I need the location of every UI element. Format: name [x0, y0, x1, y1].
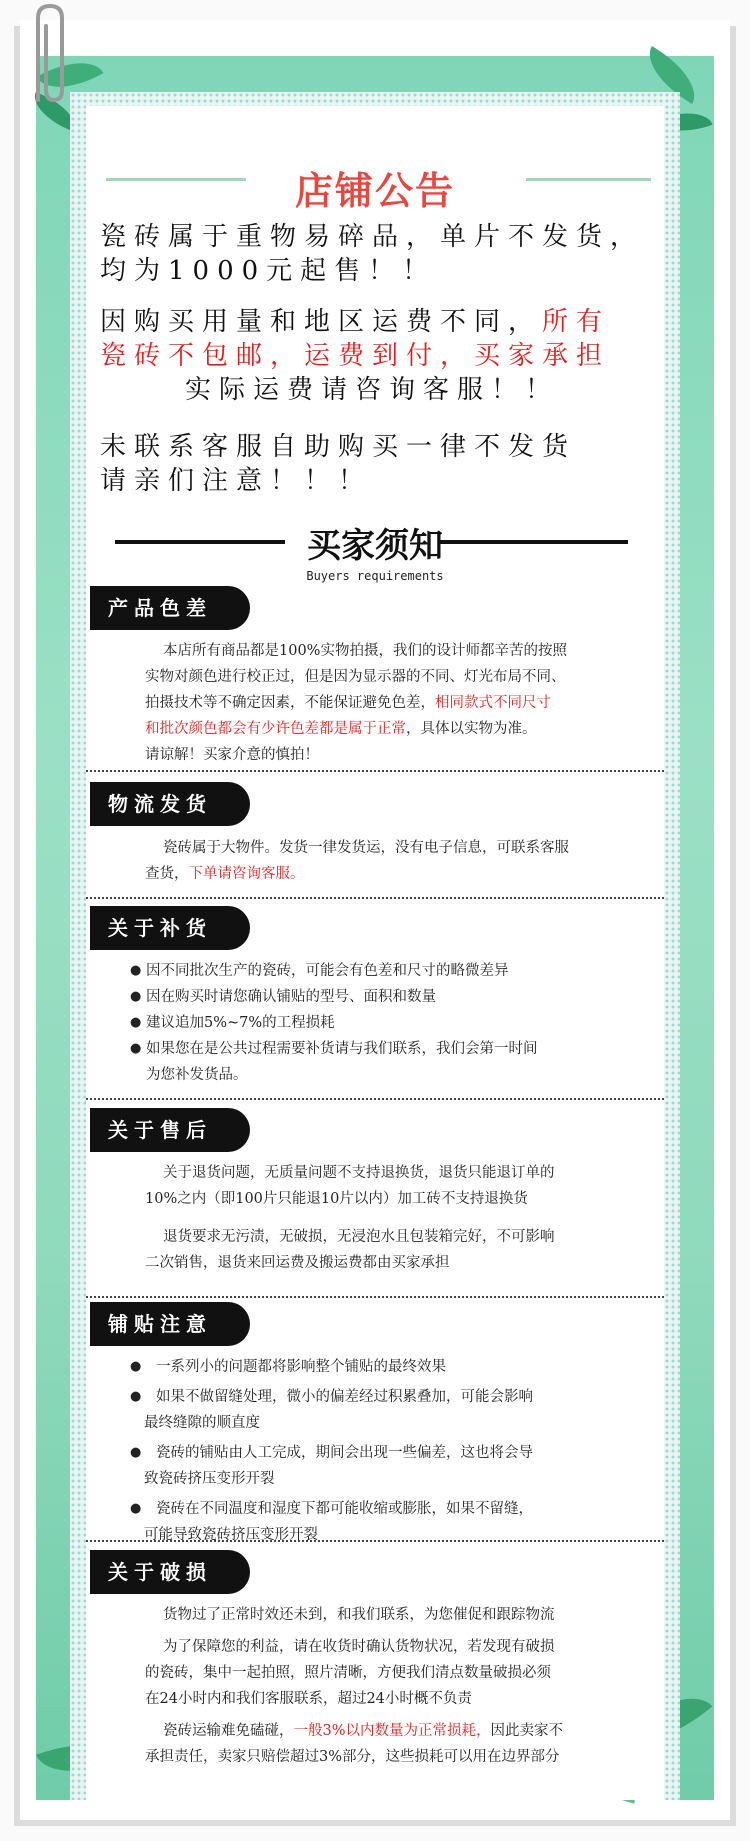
- aftersale-text: [145, 1160, 625, 1212]
- damage-line: 瓷砖运输难免磕碰，: [163, 1723, 294, 1739]
- section-divider: [86, 1098, 664, 1100]
- tiling-line: ● 一系列小的问题都将影响整个铺贴的最终效果: [156, 1359, 446, 1375]
- notice-highlight: 瓷砖不包邮，运费到付，买家承担: [100, 341, 611, 371]
- restock-continuation: 为您补发货品。: [146, 1067, 248, 1083]
- aftersale-line: 关于退货问题，无质量问题不支持退换货，退货只能退订单的: [163, 1165, 555, 1181]
- section-label-damage: 关于破损: [90, 1550, 250, 1594]
- color-highlight: 和批次颜色都会有少许色差都是属于正常: [145, 721, 406, 737]
- aftersale-red-line: 二次销售，退货来回运费及搬运费都由买家承担: [145, 1255, 450, 1271]
- section-label-shipping: 物流发货: [90, 782, 250, 826]
- damage-line: 货物过了正常时效还未到，和我们联系，为您催促和跟踪物流: [163, 1607, 555, 1623]
- section-label-tiling: 铺贴注意: [90, 1302, 250, 1346]
- list-item: ● 因在购买时请您确认铺贴的型号、面积和数量: [130, 984, 630, 1010]
- list-item: [130, 1440, 630, 1492]
- section-label-aftersale: 关于售后: [90, 1108, 250, 1152]
- color-line: ，具体以实物为准。: [406, 721, 537, 737]
- damage-line: 为了保障您的利益，请在收货时确认货物状况，若发现有破损: [163, 1639, 555, 1655]
- list-item: ● 因不同批次生产的瓷砖，可能会有色差和尺寸的略微差异: [130, 958, 630, 984]
- color-text: [145, 638, 625, 768]
- notice-line: 均为1000元起售！！: [100, 256, 437, 286]
- section-divider: [86, 1296, 664, 1298]
- notice-highlight: 所有: [542, 307, 611, 337]
- notice-line: 未联系客服自助购买一律不发货: [100, 432, 577, 462]
- notice-title-row: [86, 160, 664, 213]
- damage-text: [145, 1602, 625, 1770]
- notice-line: 实际运费请咨询客服！！: [185, 375, 560, 405]
- color-highlight: 相同款式不同尺寸: [435, 695, 551, 711]
- restock-list: [130, 958, 630, 1062]
- tiling-line: ● 瓷砖在不同温度和湿度下都可能收缩或膨胀，如果不留缝，: [156, 1501, 533, 1517]
- damage-highlight: 一般3%以内数量为正常损耗，: [293, 1723, 491, 1739]
- tiling-line: ● 瓷砖的铺贴由人工完成，期间会出现一些偏差，这也将会导: [156, 1445, 533, 1461]
- notice-line: 瓷砖属于重物易碎品，单片不发货，: [100, 222, 645, 252]
- list-item: [130, 1384, 630, 1436]
- aftersale-line: 10%之内（即100片只能退10片以内）加工砖不支持退换货: [145, 1191, 528, 1207]
- section-label-color: 产品色差: [90, 586, 250, 630]
- color-line: 本店所有商品都是100%实物拍摄，我们的设计师都辛苦的按照: [163, 643, 567, 659]
- tiling-line: 最终缝隙的顺直度: [144, 1415, 260, 1431]
- notice-title: 店铺公告: [294, 169, 455, 213]
- notice-line: 请亲们注意！！！: [100, 466, 373, 496]
- damage-line: 在24小时内和我们客服联系，超过24小时概不负责: [145, 1691, 472, 1707]
- tiling-line: 致瓷砖挤压变形开裂: [144, 1471, 275, 1487]
- shipping-highlight: 下单请咨询客服。: [188, 866, 305, 882]
- list-item: [130, 1354, 630, 1380]
- shipping-line: 瓷砖属于大物件。发货一律发货运，没有电子信息，可联系客服: [163, 840, 569, 856]
- shipping-line: 查货，: [145, 866, 189, 882]
- list-item: ● 建议追加5%~7%的工程损耗: [130, 1010, 630, 1036]
- section-divider: [86, 897, 664, 899]
- tiling-line: ● 如果不做留缝处理，微小的偏差经过积累叠加，可能会影响: [156, 1389, 533, 1405]
- color-line: 实物对颜色进行校正过，但是因为显示器的不同、灯光布局不同、: [145, 669, 566, 685]
- notice-line: [100, 305, 610, 339]
- tiling-line: 可能导致瓷砖挤压变形开裂: [144, 1527, 318, 1543]
- list-item: ● 如果您在是公共过程需要补货请与我们联系，我们会第一时间: [130, 1036, 630, 1062]
- buyers-title: 买家须知: [307, 526, 443, 566]
- color-line: 请谅解！买家介意的慎拍！: [145, 747, 319, 763]
- damage-line: 因此卖家不: [490, 1723, 564, 1739]
- section-label-restock: 关于补货: [90, 906, 250, 950]
- section-divider: [86, 1540, 664, 1542]
- buyers-subtitle: Buyers requirements: [306, 569, 444, 583]
- notice-text: 因购买用量和地区运费不同，: [100, 307, 543, 337]
- damage-line: 承担责任，卖家只赔偿超过3%部分，这些损耗可以用在边界部分: [145, 1749, 560, 1765]
- buyers-heading: [86, 518, 664, 583]
- paperclip-icon: [18, 0, 82, 110]
- aftersale-highlight: [145, 1224, 625, 1276]
- tiling-list: [130, 1354, 630, 1552]
- color-line: 拍摄技术等不确定因素，不能保证避免色差，: [145, 695, 435, 711]
- damage-line: 的瓷砖，集中一起拍照，照片清晰，方便我们清点数量破损必须: [145, 1665, 551, 1681]
- section-divider: [86, 770, 664, 772]
- aftersale-red-line: 退货要求无污渍，无破损，无浸泡水且包装箱完好，不可影响: [163, 1229, 555, 1245]
- shipping-text: [145, 835, 625, 887]
